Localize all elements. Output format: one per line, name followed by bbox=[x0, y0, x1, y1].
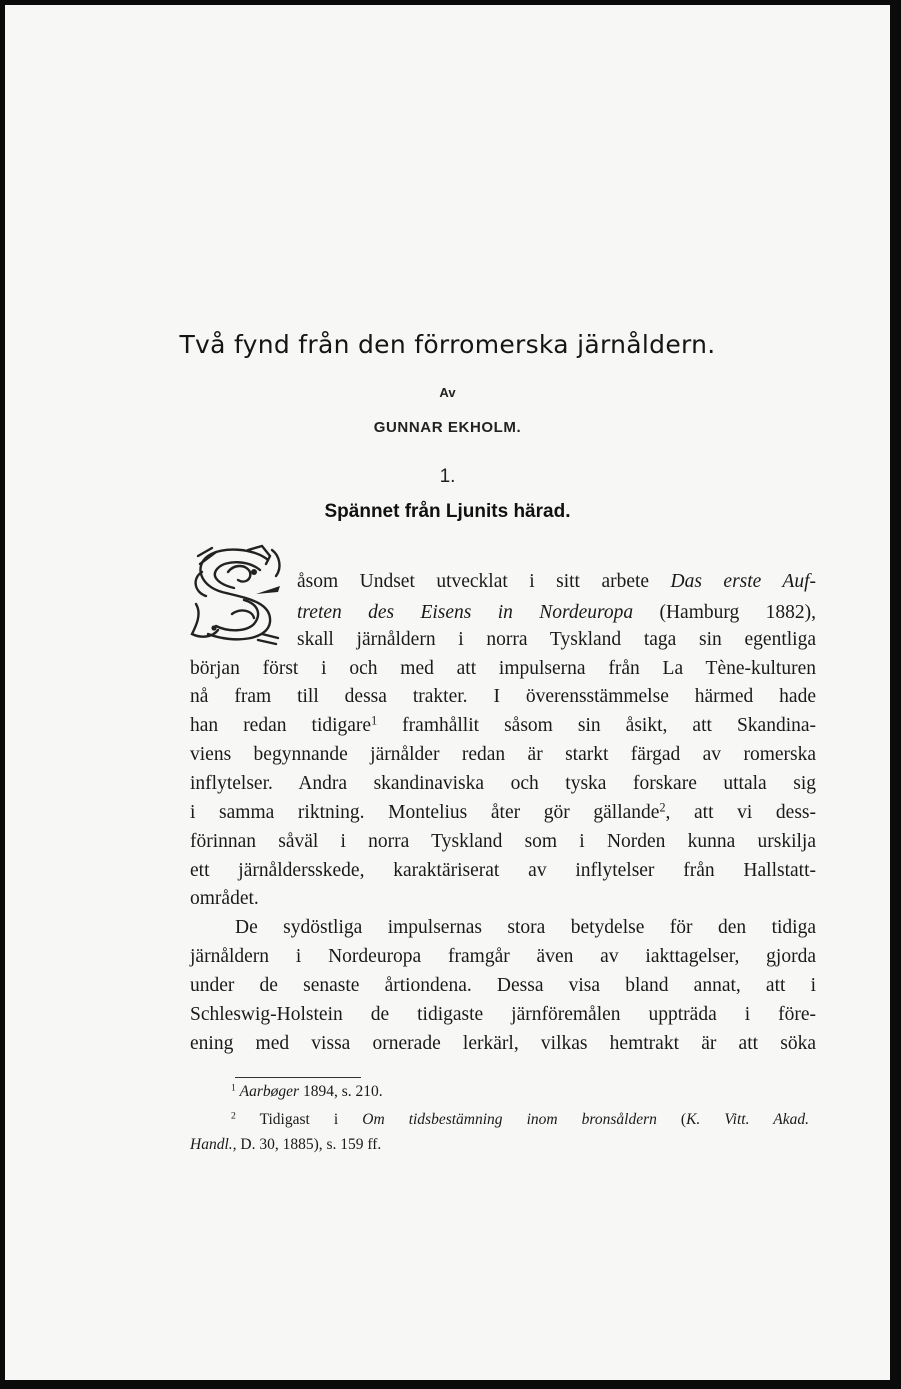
text-run: framhållit såsom sin åsikt, att Skandina- bbox=[377, 715, 817, 736]
text-run: i samma riktning. Montelius åter gör gällande bbox=[190, 802, 660, 823]
body-line-12: området. bbox=[190, 888, 259, 909]
body-line-13: De sydöstliga impulsernas stora betydelse för den tidiga bbox=[235, 917, 816, 938]
footnote-number: 2 bbox=[231, 1110, 236, 1122]
section-number: 1. bbox=[439, 466, 456, 487]
body-line-10: förinnan såväl i norra Tyskland som i Norden kunna urskilja bbox=[190, 831, 816, 852]
author-name: GUNNAR EKHOLM. bbox=[373, 419, 522, 436]
footnote-1 bbox=[231, 1082, 383, 1102]
text-run: 1894, s. 210. bbox=[299, 1083, 383, 1100]
body-line-4: början först i och med att impulserna från La Tène-kulturen bbox=[190, 658, 816, 679]
text-run: , att vi dess- bbox=[665, 802, 816, 823]
body-line-3: skall järnåldern i norra Tyskland taga sin egentliga bbox=[297, 629, 816, 650]
text-run: ( bbox=[656, 1111, 687, 1128]
footnote-ref-1[interactable]: 1 bbox=[371, 713, 378, 728]
text-run-italic: Aarbøger bbox=[239, 1083, 300, 1100]
ornamental-initial-s-icon bbox=[188, 542, 288, 646]
footnote-2-line-2 bbox=[190, 1135, 381, 1155]
body-line-14: järnåldern i Nordeuropa framgår även av iakttagelser, gjorda bbox=[190, 946, 816, 967]
text-run: (Hamburg 1882), bbox=[633, 602, 816, 623]
body-line-1 bbox=[297, 568, 816, 596]
body-line-16: Schleswig-Holstein de tidigaste järnföremålen uppträda i före- bbox=[190, 1004, 816, 1025]
section-title: Spännet från Ljunits härad. bbox=[324, 501, 571, 522]
text-run-italic: Handl., bbox=[190, 1136, 237, 1153]
body-line-11: ett järnåldersskede, karaktäriserat av inflytelser från Hallstatt- bbox=[190, 860, 816, 881]
footnote-number: 1 bbox=[231, 1082, 236, 1094]
text-run: D. 30, 1885), s. 159 ff. bbox=[236, 1136, 382, 1153]
footnote-divider bbox=[235, 1077, 361, 1078]
article-title: Två fynd från den förromerska järnåldern. bbox=[179, 330, 716, 359]
body-line-2 bbox=[297, 599, 816, 627]
text-run-italic: Om tidsbestämning inom bronsåldern bbox=[362, 1111, 657, 1128]
document-page bbox=[5, 5, 890, 1380]
body-line-17: ening med vissa ornerade lerkärl, vilkas hemtrakt är att söka bbox=[190, 1033, 816, 1054]
text-run-italic: treten des Eisens in Nordeuropa bbox=[297, 602, 634, 623]
body-line-5: nå fram till dessa trakter. I överensstämmelse härmed hade bbox=[190, 686, 816, 707]
text-run: åsom Undset utvecklat i sitt arbete bbox=[297, 571, 671, 592]
body-line-9 bbox=[190, 799, 816, 827]
body-line-7: viens begynnande järnålder redan är starkt färgad av romerska bbox=[190, 744, 816, 765]
text-run-italic: K. Vitt. Akad. bbox=[686, 1111, 809, 1128]
footnote-2-line-1 bbox=[231, 1110, 809, 1130]
byline-prefix: Av bbox=[439, 385, 456, 400]
body-line-6 bbox=[190, 712, 816, 740]
body-line-8: inflytelser. Andra skandinaviska och tyska forskare uttala sig bbox=[190, 773, 816, 794]
text-run: han redan tidigare bbox=[190, 715, 372, 736]
body-line-15: under de senaste årtiondena. Dessa visa bland annat, att i bbox=[190, 975, 816, 996]
text-run: Tidigast i bbox=[235, 1111, 363, 1128]
text-run-italic: Das erste Auf- bbox=[670, 571, 816, 592]
footnote-ref-2[interactable]: 2 bbox=[659, 800, 666, 815]
